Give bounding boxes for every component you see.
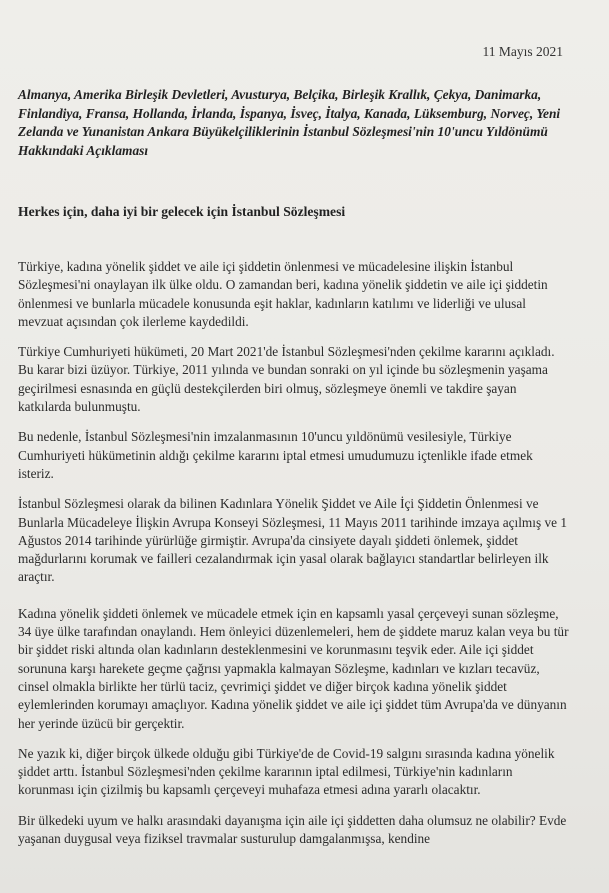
- paragraph: Kadına yönelik şiddeti önlemek ve mücadele etmek için en kapsamlı yasal çerçeveyi sunan sözleşme, 34 üye ülke tarafından onaylandı. Hem önleyici düzenlemeleri, hem de şiddete maruz kalan veya bu tür bir şiddet riski altında olan kadınların desteklenmesini ve korunmasını teşvik eder. Aile içi şiddet sorununa karşı harekete geçme çağrısı yapmakla kalmayan Sözleşme, kadınları ve kızları tecavüz, cinsel olmakla birlikte her türlü taciz, çevrimiçi şiddet ve diğer birçok kadına yönelik şiddet eylemlerinden korumayı amaçlıyor. Kadına yönelik şiddet ve aile içi şiddet tüm Avrupa'da ve dünyanın her yerinde üzücü bir gerçektir.: [18, 605, 569, 731]
- paragraph: Türkiye Cumhuriyeti hükümeti, 20 Mart 2021'de İstanbul Sözleşmesi'nden çekilme kararını açıkladı. Bu karar bizi üzüyor. Türkiye, 2011 yılında ve bundan sonraki on yıl içinde bu sözleşmenin yaşama geçirilmesi esnasında en güçlü destekçilerden biri olmuş, sözleşmeye önemli ve takdire şayan katkılarda bulunmuştu.: [18, 344, 555, 415]
- paragraph: Türkiye, kadına yönelik şiddet ve aile içi şiddetin önlenmesi ve mücadelesine ilişkin İstanbul Sözleşmesi'ni onaylayan ilk ülke oldu. O zamandan beri, kadına yönelik şiddetin ve aile içi şiddetin önlenmesi ve bunlarla mücadele konusunda eşit haklar, kadınların katılımı ve liderliği ve ulusal mevzuat açısından çok ilerleme kaydedildi.: [18, 259, 548, 329]
- document-subtitle: Herkes için, daha iyi bir gelecek için İstanbul Sözleşmesi: [18, 204, 346, 219]
- paragraph: İstanbul Sözleşmesi olarak da bilinen Kadınlara Yönelik Şiddet ve Aile İçi Şiddetin Önlenmesi ve Bunlarla Mücadeleye İlişkin Avrupa Konseyi Sözleşmesi, 11 Mayıs 2011 tarihinde imzaya açılmış ve 1 Ağustos 2014 tarihinde yürürlüğe girmiştir. Avrupa'da cinsiyete dayalı şiddeti önlemek, şiddet mağdurlarını korumak ve failleri cezalandırmak için yasal olarak bağlayıcı standartlar belirleyen ilk araçtır.: [18, 496, 567, 585]
- paragraph: Bu nedenle, İstanbul Sözleşmesi'nin imzalanmasının 10'uncu yıldönümü vesilesiyle, Türkiye Cumhuriyeti hükümetinin aldığı çekilme kararını iptal etmesi umudumuzu içtenlikle ifade etmek isteriz.: [18, 429, 533, 481]
- paragraph: Ne yazık ki, diğer birçok ülkede olduğu gibi Türkiye'de de Covid-19 salgını sırasında kadına yönelik şiddet arttı. İstanbul Sözleşmesi'nden çekilme kararının iptal edilmesi, Türkiye'nin kadınların korunması için çizilmiş bu kapsamlı çerçeveyi muhafaza etmesi adına yararlı olacaktır.: [18, 745, 555, 798]
- paragraph: Bir ülkedeki uyum ve halkı arasındaki dayanışma için aile içi şiddetten daha olumsuz ne olabilir? Evde yaşanan duygusal veya fiziksel travmalar susturulup damgalanmışsa, kendine: [18, 812, 567, 847]
- document-heading: Almanya, Amerika Birleşik Devletleri, Avusturya, Belçika, Birleşik Krallık, Çekya, Danimarka, Finlandiya, Fransa, Hollanda, İrlanda, İspanya, İsveç, İtalya, Kanada, Lüksemburg, Norveç, Yeni Zelanda ve Yunanistan Ankara Büyükelçiliklerinin İstanbul Sözleşmesi'nin 10'uncu Yıldönümü Hakkındaki Açıklaması: [18, 87, 561, 158]
- document-date: 11 Mayıs 2021: [482, 44, 563, 59]
